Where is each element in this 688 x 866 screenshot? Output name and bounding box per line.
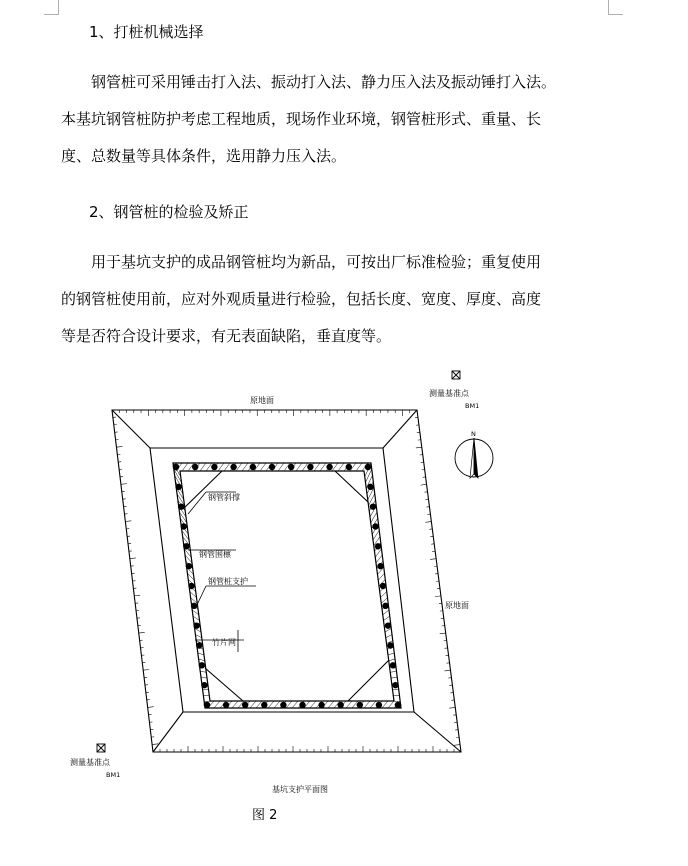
steel-pile — [250, 464, 256, 470]
steel-brace — [335, 471, 368, 502]
section-1-heading: 1、打桩机械选择 — [89, 23, 204, 41]
steel-pile — [392, 682, 398, 688]
hatch-stroke — [224, 463, 230, 471]
steel-pile — [380, 583, 386, 589]
hatch-stroke — [376, 555, 382, 563]
hatch-stroke — [375, 549, 381, 558]
hatch-stroke — [388, 701, 394, 708]
hatch-stroke — [314, 463, 320, 471]
scale-tick — [421, 484, 427, 485]
steel-pile — [365, 464, 371, 470]
scale-tick — [116, 446, 122, 447]
plan-title: 基坑支护平面图 — [272, 785, 328, 794]
steel-pile — [201, 682, 207, 688]
steel-pile — [387, 642, 393, 648]
paragraph-line: 度、总数量等具体条件，选用静力压入法。 — [61, 147, 347, 165]
hatch-stroke — [182, 463, 188, 471]
hatch-stroke — [278, 463, 284, 471]
hatch-stroke — [385, 628, 391, 632]
hatch-stroke — [214, 701, 220, 708]
hatch-stroke — [390, 671, 396, 672]
steel-pile — [175, 484, 181, 490]
page-corner-mark-left — [44, 0, 59, 15]
hatch-stroke — [370, 701, 376, 708]
benchmark-bottom-code: BM1 — [106, 771, 121, 779]
steel-pile — [196, 642, 202, 648]
steel-pile — [204, 702, 210, 708]
steel-pile — [382, 603, 388, 609]
section-2-paragraph — [61, 244, 611, 355]
steel-pile — [370, 503, 376, 509]
hatch-stroke — [384, 616, 390, 620]
steel-pile — [395, 702, 401, 708]
north-label: N — [471, 430, 476, 438]
pit-plan-drawing — [60, 362, 520, 802]
steel-pile — [173, 464, 179, 470]
figure-caption: 图 2 — [252, 808, 278, 823]
hatch-stroke — [200, 671, 206, 672]
hatch-stroke — [378, 573, 384, 580]
steel-pile — [280, 702, 286, 708]
north-arrow-icon — [455, 438, 493, 478]
steel-pile — [211, 464, 217, 470]
bamboo-mesh-label: 竹片网 — [212, 638, 236, 647]
hatch-stroke — [236, 463, 242, 471]
hatch-stroke — [242, 463, 248, 471]
scale-tick — [143, 670, 149, 671]
hatch-stroke — [366, 469, 372, 482]
steel-pile — [390, 662, 396, 668]
hatch-stroke — [250, 701, 256, 708]
hatch-stroke — [346, 701, 352, 708]
hatch-stroke — [338, 463, 344, 471]
benchmark-top-code: BM1 — [465, 402, 480, 410]
paragraph-line: 本基坑钢管桩防护考虑工程地质，现场作业环境，钢管桩形式、重量、长 — [61, 110, 542, 128]
slope-corner-line — [414, 712, 461, 752]
scale-tick — [425, 522, 431, 523]
scale-tick — [121, 484, 127, 485]
benchmark-bottom-label: 测量基准点 — [70, 758, 110, 767]
paragraph-line: 等是否符合设计要求，有无表面缺陷，垂直度等。 — [61, 327, 392, 345]
steel-pile — [318, 702, 324, 708]
scale-tick — [125, 521, 131, 522]
paragraph-line: 用于基坑支护的成品钢管桩均为新品，可按出厂标准检验；重复使用 — [91, 253, 542, 271]
steel-pile — [357, 702, 363, 708]
hatch-stroke — [260, 463, 266, 471]
steel-pile — [326, 464, 332, 470]
hatch-stroke — [199, 659, 205, 661]
hatch-stroke — [203, 695, 209, 696]
steel-purlin-label: 钢管围檩 — [199, 550, 231, 559]
steel-pile — [223, 702, 229, 708]
hatch-stroke — [320, 463, 326, 471]
ground-label-right: 原地面 — [445, 601, 469, 610]
steel-pile — [385, 622, 391, 628]
hatch-stroke — [292, 701, 298, 708]
scale-tick — [139, 632, 145, 633]
steel-pile — [242, 702, 248, 708]
hatch-stroke — [310, 701, 316, 708]
steel-brace — [205, 668, 243, 701]
steel-pile — [376, 702, 382, 708]
steel-pile — [186, 563, 192, 569]
scale-tick — [454, 745, 460, 746]
steel-pile — [269, 464, 275, 470]
scale-tick — [430, 559, 436, 560]
hatch-stroke — [204, 701, 210, 702]
scale-tick — [148, 707, 154, 708]
steel-pile — [346, 464, 352, 470]
slope-corner-line — [153, 712, 183, 752]
paragraph-line: 的钢管桩使用前，应对外观质量进行检验，包括长度、宽度、厚度、高度 — [61, 290, 542, 308]
hatch-stroke — [381, 592, 387, 598]
scale-tick — [440, 633, 446, 634]
hatch-stroke — [206, 463, 212, 471]
hatch-stroke — [296, 463, 302, 471]
foundation-pit-plan-figure — [60, 362, 520, 802]
scale-tick — [134, 595, 140, 596]
steel-pile — [372, 523, 378, 529]
steel-pile-support-label: 钢管桩支护 — [208, 577, 248, 586]
hatch-stroke — [218, 463, 224, 471]
hatch-stroke — [286, 701, 292, 708]
steel-brace-label: 钢管斜撑 — [208, 493, 240, 502]
hatch-stroke — [198, 653, 204, 655]
hatch-stroke — [389, 659, 395, 661]
steel-pile — [307, 464, 313, 470]
hatch-stroke — [200, 463, 206, 471]
hatch-stroke — [386, 635, 392, 638]
hatch-stroke — [382, 701, 388, 708]
section-2-heading: 2、钢管桩的检验及矫正 — [89, 203, 249, 221]
steel-pile — [367, 484, 373, 490]
scale-tick — [445, 670, 451, 671]
hatch-stroke — [388, 653, 394, 655]
hatch-stroke — [364, 701, 370, 708]
steel-pile — [261, 702, 267, 708]
steel-pile — [181, 523, 187, 529]
steel-pile — [188, 583, 194, 589]
hatch-stroke — [393, 695, 399, 696]
steel-pile — [375, 543, 381, 549]
hatch-stroke — [391, 677, 397, 678]
paragraph-line: 钢管桩可采用锤击打入法、振动打入法、静力压入法及振动锤打入法。 — [91, 73, 557, 91]
section-1-paragraph — [61, 64, 611, 175]
ground-label-top: 原地面 — [250, 396, 274, 405]
hatch-stroke — [302, 463, 308, 471]
hatch-stroke — [328, 701, 334, 708]
steel-pile — [183, 543, 189, 549]
hatch-stroke — [274, 701, 280, 708]
hatch-stroke — [356, 463, 362, 471]
steel-pile — [192, 464, 198, 470]
steel-pile — [377, 563, 383, 569]
hatch-stroke — [256, 701, 262, 708]
scale-tick — [449, 707, 455, 708]
hatch-stroke — [201, 677, 207, 678]
hatch-stroke — [268, 701, 274, 708]
benchmark-symbol-top-icon — [452, 371, 460, 379]
scale-tick — [130, 558, 136, 559]
slope-corner-line — [383, 410, 417, 448]
steel-brace — [183, 471, 222, 509]
hatch-stroke — [381, 598, 387, 604]
steel-pile — [230, 464, 236, 470]
hatch-stroke — [232, 701, 238, 708]
scale-tick — [152, 744, 158, 745]
page-corner-mark-right — [608, 0, 623, 15]
steel-brace — [348, 660, 389, 701]
steel-pile — [338, 702, 344, 708]
scale-tick — [416, 447, 422, 448]
hatch-stroke — [383, 610, 389, 615]
steel-pile — [288, 464, 294, 470]
slope-corner-line — [112, 410, 150, 448]
leader-line — [196, 586, 206, 607]
benchmark-top-label: 测量基准点 — [429, 389, 469, 398]
scale-tick — [435, 596, 441, 597]
steel-pile — [199, 662, 205, 668]
steel-pile — [299, 702, 305, 708]
benchmark-symbol-bottom-icon — [97, 744, 105, 752]
hatch-stroke — [332, 463, 338, 471]
steel-pile — [193, 622, 199, 628]
